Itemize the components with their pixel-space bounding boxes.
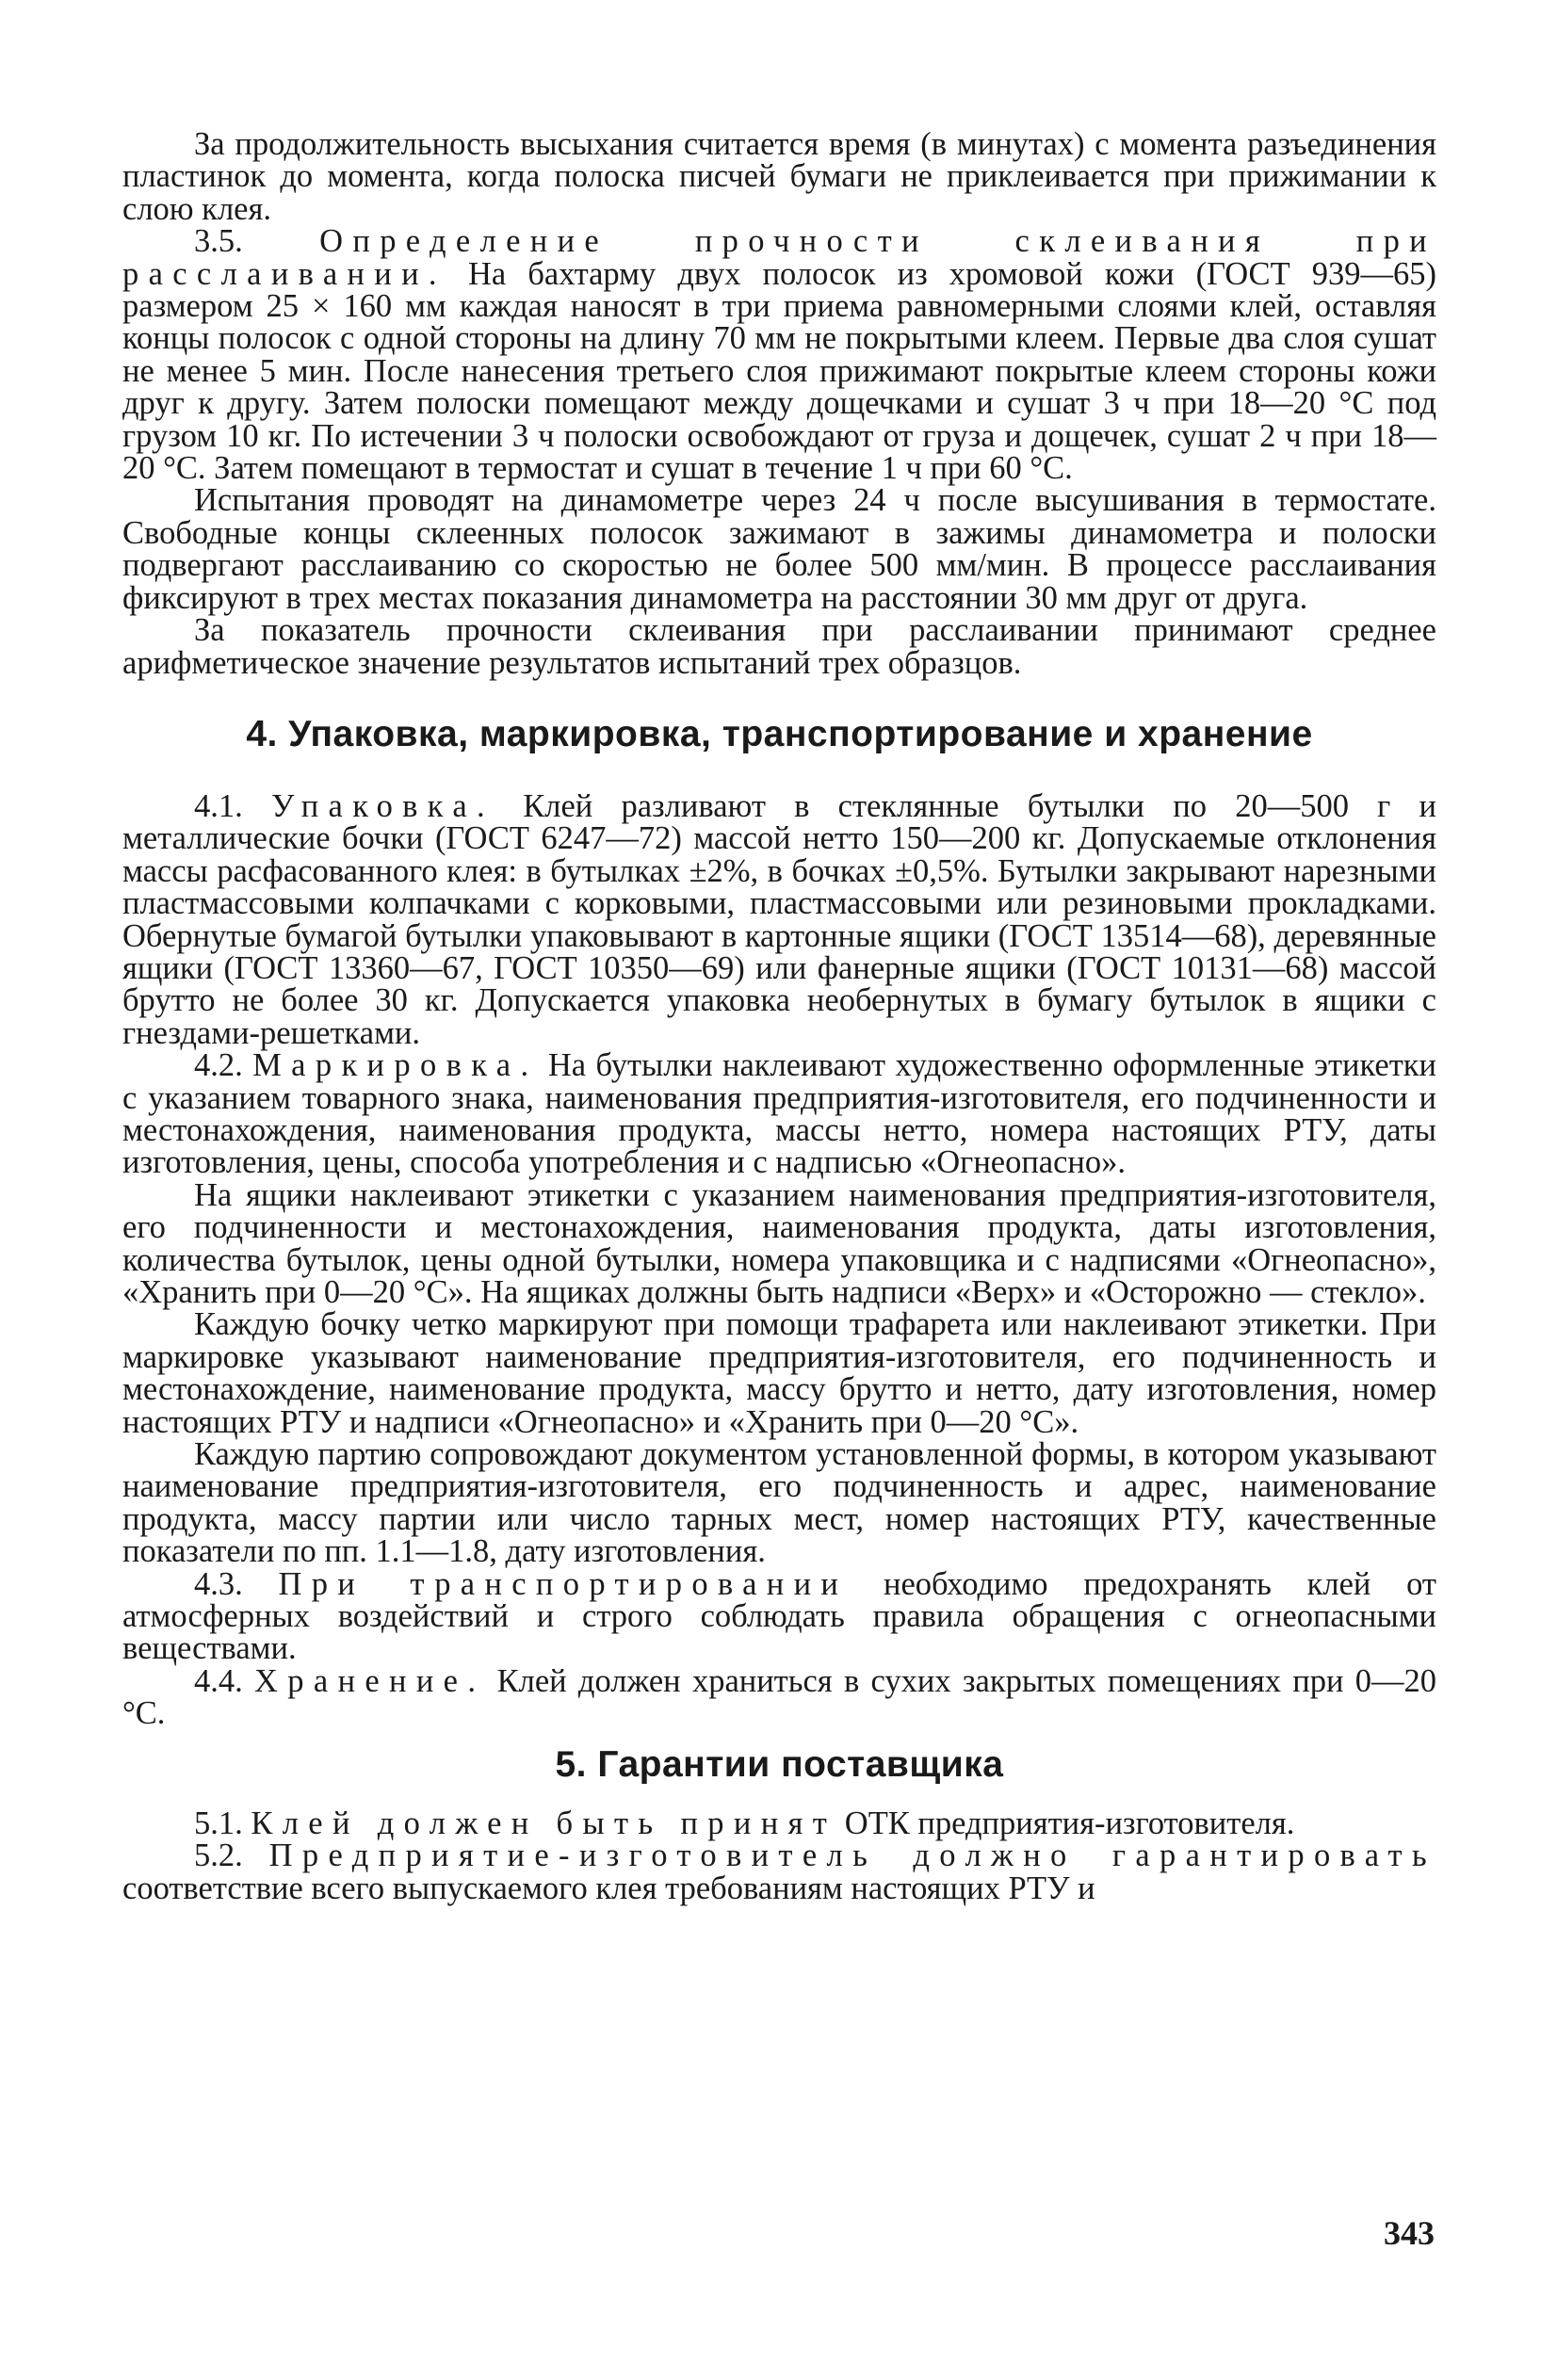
paragraph-5-2 (122, 1839, 1436, 1904)
clause-text: ОТК предприятия-изготовителя. (836, 1805, 1295, 1841)
paragraph-4-2-boxes: На ящики наклеивают этикетки с указанием наименования предприятия-изготовителя, его подчиненности и местонахождения, наименования продукта, даты изготовления, количества бутылок, цены одной бутылки, номера упаковщика и с надписями «Огнеопасно», «Хранить при 0—20 °С». На ящиках должны быть надписи «Верх» и «Осторожно — стекло». (122, 1176, 1436, 1310)
clause-number: 4.2. (194, 1047, 253, 1084)
clause-number: 5.1. (194, 1805, 251, 1841)
clause-text: Клей должен храниться в сухих закрытых помещениях при 0—20 °С. (122, 1662, 1436, 1732)
clause-number: 3.5. (194, 223, 320, 260)
text-column (122, 128, 1436, 1904)
clause-number: 4.1. (194, 787, 271, 824)
clause-number: 5.2. (194, 1838, 269, 1874)
paragraph-3-5 (122, 223, 1436, 487)
clause-text: На бахтарму двух полосок из хромовой кожи (ГОСТ 939—65) размером 25 × 160 мм каждая наносят в три приема равномерными слоями клей, оставляя концы полосок с одной стороны на длину 70 мм не покрытыми клеем. Первые два слоя сушат не менее 5 мин. После нанесения третьего слоя прижимают покрытые клеем стороны кожи друг к другу. Затем полоски помещают между дощечками и сушат 3 ч при 18—20 °С под грузом 10 кг. По истечении 3 ч полоски освобождают от груза и дощечек, сушат 2 ч при 18—20 °С. Затем помещают в термостат и сушат в течение 1 ч при 60 °С. (122, 255, 1436, 487)
paragraph-4-4 (122, 1662, 1436, 1732)
page-number: 343 (1384, 2214, 1435, 2252)
clause-number: 4.4. (194, 1662, 255, 1699)
paragraph-4-2-batch: Каждую партию сопровождают документом установленной формы, в котором указывают наименование предприятия-изготовителя, его подчиненность и адрес, наименование продукта, массу партии или число тарных мест, номер настоящих РТУ, качественные показатели по пп. 1.1—1.8, дату изготовления. (122, 1436, 1436, 1570)
clause-title: Хранение. (254, 1662, 486, 1699)
paragraph-4-2 (122, 1049, 1436, 1179)
clause-text: На бутылки наклеивают художественно оформленные этикетки с указанием товарного знака, наименования предприятия-изготовителя, его подчиненности и местонахождения, наименования продукта, массы нетто, номера настоящих РТУ, даты изготовления, цены, способа употребления и с надписью «Огнеопасно». (122, 1047, 1436, 1181)
paragraph-5-1 (122, 1807, 1436, 1839)
clause-text: необходимо предохранять клей от атмосферных воздействий и строго соблюдать правила обращения с огнеопасными веществами. (122, 1565, 1436, 1667)
clause-title: При транспортировании (278, 1565, 849, 1602)
paragraph-3-5-testing: Испытания проводят на динамометре через 24 ч после высушивания в термостате. Свободные концы склеенных полосок зажимают в зажимы динамометра и полоски подвергают расслаиванию со скоростью не более 500 мм/мин. В процессе расслаивания фиксируют в трех местах показания динамометра на расстоянии 30 мм друг от друга. (122, 482, 1436, 616)
paragraph-4-2-barrels: Каждую бочку четко маркируют при помощи трафарета или наклеивают этикетки. При маркировке указывают наименование предприятия-изготовителя, его подчиненность и местонахождение, наименование продукта, массу брутто и нетто, дату изготовления, номер настоящих РТУ и надписи «Огнеопасно» и «Хранить при 0—20 °С». (122, 1306, 1436, 1440)
clause-title: Предприятие-изготовитель должно гарантировать (268, 1838, 1437, 1874)
paragraph-3-5-result: За показатель прочности склеивания при расслаивании принимают среднее арифметическое значение результатов испытаний трех образцов. (122, 612, 1436, 681)
paragraph-4-3 (122, 1565, 1436, 1667)
clause-title: Упаковка. (270, 787, 495, 824)
clause-number: 4.3. (194, 1565, 279, 1602)
clause-title: Маркировка. (252, 1047, 539, 1084)
clause-title: Клей должен быть принят (251, 1805, 837, 1841)
clause-text: соответствие всего выпускаемого клея требованиям настоящих РТУ и (122, 1870, 1095, 1906)
paragraph-3-4-end: За продолжительность высыхания считается время (в минутах) с момента разъединения пластинок до момента, когда полоска писчей бумаги не приклеивается при прижимании к слою клея. (122, 126, 1436, 227)
section-4-heading: 4. Упаковка, маркировка, транспортирование и хранение (246, 713, 1313, 754)
clause-title: Определение прочности склеивания при расслаивании. (122, 223, 1436, 292)
section-5-heading: 5. Гарантии поставщика (555, 1743, 1004, 1785)
paragraph-4-1 (122, 787, 1437, 1051)
clause-text: Клей разливают в стеклянные бутылки по 20—500 г и металлические бочки (ГОСТ 6247—72) массой нетто 150—200 кг. Допускаемые отклонения массы расфасованного клея: в бутылках ±2%, в бочках ±0,5%. Бутылки закрывают нарезными пластмассовыми колпачками с корковыми, пластмассовыми или резиновыми прокладками. Обернутые бумагой бутылки упаковывают в картонные ящики (ГОСТ 13514—68), деревянные ящики (ГОСТ 13360—67, ГОСТ 10350—69) или фанерные ящики (ГОСТ 10131—68) массой брутто не более 30 кг. Допускается упаковка необернутых в бумагу бутылок в ящики с гнездами-решетками. (122, 787, 1437, 1051)
